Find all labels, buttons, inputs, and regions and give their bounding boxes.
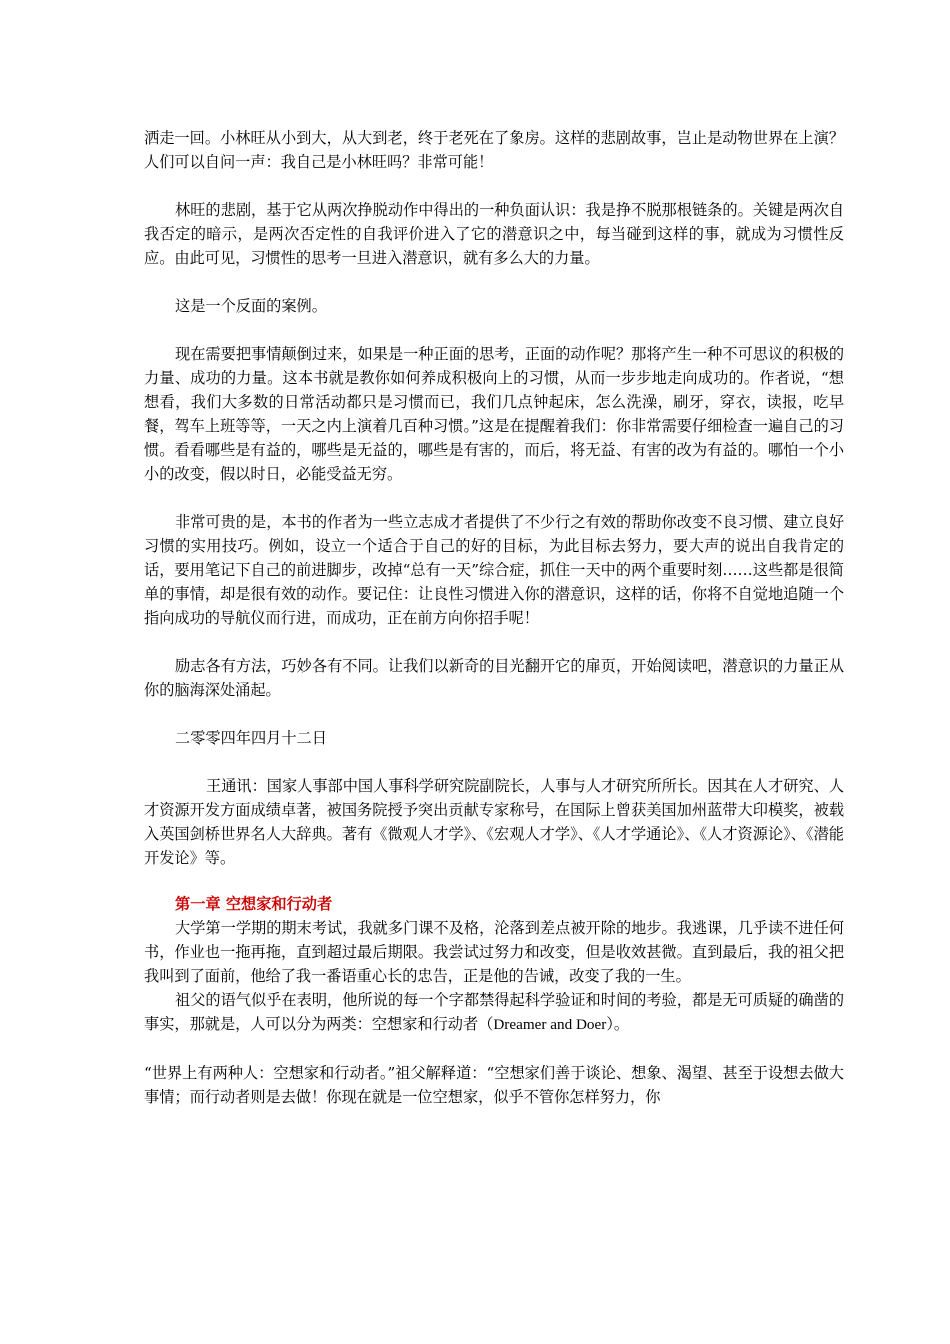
chapter-paragraph-two-kinds: “世界上有两种人：空想家和行动者。”祖父解释道：“空想家们善于谈论、想象、渴望、甚至于设想去做大事情；而行动者则是去做！你现在就是一位空想家，似乎不管你怎样努力，你 <box>144 1064 844 1106</box>
grandfather-text-a: 祖父的语气似乎在表明，他所说的每一个字都禁得起科学验证和时间的考验，都是无可质疑的确凿的事实，那就是，人可以分为两类：空想家和行动者（ <box>144 991 844 1033</box>
paragraph-closing: 励志各有方法，巧妙各有不同。让我们以新奇的目光翻开它的扉页，开始阅读吧，潜意识的力量正从你的脑海深处涌起。 <box>144 657 844 699</box>
paragraph-elephant-story: 洒走一回。小林旺从小到大，从大到老，终于老死在了象房。这样的悲剧故事，岂止是动物世界在上演？人们可以自问一声：我自己是小林旺吗？非常可能！ <box>144 129 844 171</box>
paragraph-tragedy-analysis: 林旺的悲剧，基于它从两次挣脱动作中得出的一种负面认识：我是挣不脱那根链条的。关键是两次自我否定的暗示，是两次否定性的自我评价进入了它的潜意识之中，每当碰到这样的事，就成为习惯性反应。由此可见，习惯性的思考一旦进入潜意识，就有多么大的力量。 <box>144 201 844 267</box>
preface-date: 二零零四年四月十二日 <box>175 729 327 747</box>
author-bio: 王通讯：国家人事部中国人事科学研究院副院长，人事与人才研究所所长。因其在人才研究、人才资源开发方面成绩卓著，被国务院授予突出贡献专家称号，在国际上曾获美国加州蓝带大印模奖，被载入英国剑桥世界名人大辞典。著有《微观人才学》、《宏观人才学》、《人才学通论》、《人才资源论》、《潜能开发论》等。 <box>144 777 844 867</box>
paragraph-practical-tips: 非常可贵的是，本书的作者为一些立志成才者提供了不少行之有效的帮助你改变不良习惯、建立良好习惯的实用技巧。例如，设立一个适合于自己的好的目标，为此目标去努力，要大声的说出自我肯定的话，要用笔记下自己的前进脚步，改掉“总有一天”综合症，抓住一天中的两个重要时刻……这些都是很简单的事情，却是很有效的动作。要记住：让良性习惯进入你的潜意识，这样的话，你将不自觉地追随一个指向成功的导航仪而行进，而成功，正在前方向你招手呢！ <box>144 513 844 627</box>
grandfather-text-b: ）。 <box>606 1015 630 1033</box>
chapter-paragraph-exam: 大学第一学期的期末考试，我就多门课不及格，沦落到差点被开除的地步。我逃课，几乎读不进任何书，作业也一拖再拖，直到超过最后期限。我尝试过努力和改变，但是收效甚微。直到最后，我的祖父把我叫到了面前，他给了我一番语重心长的忠告，正是他的告诫，改变了我的一生。 <box>144 919 844 985</box>
chapter-heading: 第一章 空想家和行动者 <box>175 895 333 913</box>
chapter-paragraph-grandfather <box>144 988 844 1037</box>
paragraph-negative-case: 这是一个反面的案例。 <box>175 297 327 315</box>
document-page <box>144 126 844 1109</box>
dreamer-doer-term: Dreamer and Doer <box>493 1016 607 1033</box>
paragraph-positive-thinking: 现在需要把事情颠倒过来，如果是一种正面的思考，正面的动作呢？那将产生一种不可思议的积极的力量、成功的力量。这本书就是教你如何养成积极向上的习惯，从而一步步地走向成功的。作者说，“想想看，我们大多数的日常活动都只是习惯而已，我们几点钟起床，怎么洗澡，刷牙，穿衣，读报，吃早餐，驾车上班等等，一天之内上演着几百种习惯。”这是在提醒着我们：你非常需要仔细检查一遍自己的习惯。看看哪些是有益的，哪些是无益的，哪些是有害的，而后，将无益、有害的改为有益的。哪怕一个小小的改变，假以时日，必能受益无穷。 <box>144 345 844 483</box>
